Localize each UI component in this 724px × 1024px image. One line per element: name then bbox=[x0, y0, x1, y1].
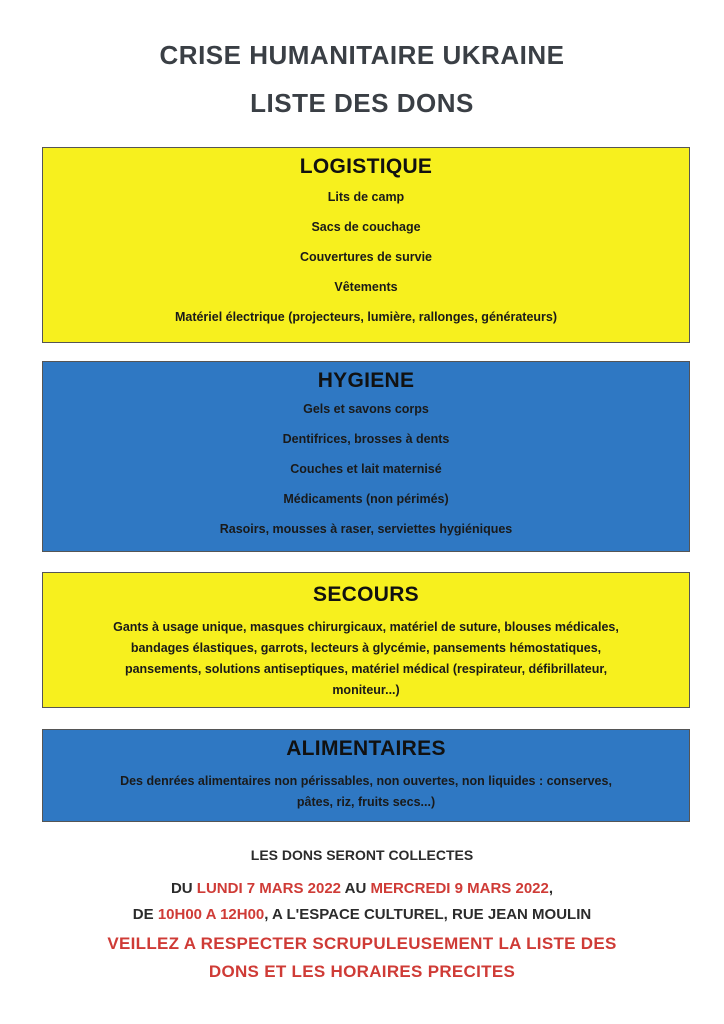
alimentaires-text bbox=[43, 771, 689, 813]
hygiene-section bbox=[42, 361, 690, 552]
date-middle: AU bbox=[341, 880, 371, 897]
secours-text bbox=[43, 617, 689, 701]
text-line: Des denrées alimentaires non périssables, non ouvertes, non liquides : conserves, bbox=[120, 774, 612, 788]
list-item: Sacs de couchage bbox=[311, 220, 421, 234]
list-item: Rasoirs, mousses à raser, serviettes hygiéniques bbox=[219, 522, 513, 536]
list-item: Médicaments (non périmés) bbox=[283, 492, 449, 506]
alimentaires-section bbox=[42, 729, 690, 822]
date-start: LUNDI 7 MARS 2022 bbox=[196, 880, 342, 897]
list-item: Dentifrices, brosses à dents bbox=[282, 432, 450, 446]
text-line: pâtes, riz, fruits secs...) bbox=[296, 795, 436, 809]
text-line: pansements, solutions antiseptiques, matériel médical (respirateur, défibrillateur, bbox=[124, 662, 608, 676]
collect-dates bbox=[0, 880, 724, 897]
list-item: Vêtements bbox=[334, 280, 398, 294]
time-range: 10H00 A 12H00 bbox=[157, 906, 265, 923]
hygiene-list bbox=[43, 402, 689, 552]
logistique-section bbox=[42, 147, 690, 343]
list-item: Gels et savons corps bbox=[303, 402, 429, 416]
hygiene-heading: HYGIENE bbox=[317, 369, 415, 392]
collect-location: , A L'ESPACE CULTUREL, RUE JEAN MOULIN bbox=[264, 906, 592, 923]
text-line: bandages élastiques, garrots, lecteurs à glycémie, pansements hémostatiques, bbox=[130, 641, 602, 655]
collect-time-location bbox=[0, 906, 724, 923]
list-item: Lits de camp bbox=[327, 190, 405, 204]
list-item: Couvertures de survie bbox=[300, 250, 432, 264]
collect-title: LES DONS SERONT COLLECTES bbox=[250, 847, 474, 863]
logistique-list bbox=[43, 190, 689, 340]
text-line: Gants à usage unique, masques chirurgicaux, matériel de suture, blouses médicales, bbox=[113, 620, 619, 634]
secours-heading: SECOURS bbox=[313, 583, 419, 606]
date-suffix: , bbox=[548, 880, 554, 897]
page-title: CRISE HUMANITAIRE UKRAINE bbox=[159, 40, 565, 70]
logistique-heading: LOGISTIQUE bbox=[299, 155, 433, 178]
date-end: MERCREDI 9 MARS 2022 bbox=[370, 880, 549, 897]
text-line: moniteur...) bbox=[332, 683, 400, 697]
warning-line-1: VEILLEZ A RESPECTER SCRUPULEUSEMENT LA LISTE DES bbox=[107, 934, 617, 953]
warning-line-2: DONS ET LES HORAIRES PRECITES bbox=[208, 962, 516, 981]
list-item: Matériel électrique (projecteurs, lumière, rallonges, générateurs) bbox=[174, 310, 558, 324]
list-item: Couches et lait maternisé bbox=[290, 462, 442, 476]
page-subtitle: LISTE DES DONS bbox=[250, 88, 474, 118]
time-prefix: DE bbox=[132, 906, 158, 923]
date-prefix: DU bbox=[170, 880, 197, 897]
secours-section bbox=[42, 572, 690, 708]
alimentaires-heading: ALIMENTAIRES bbox=[286, 737, 446, 760]
